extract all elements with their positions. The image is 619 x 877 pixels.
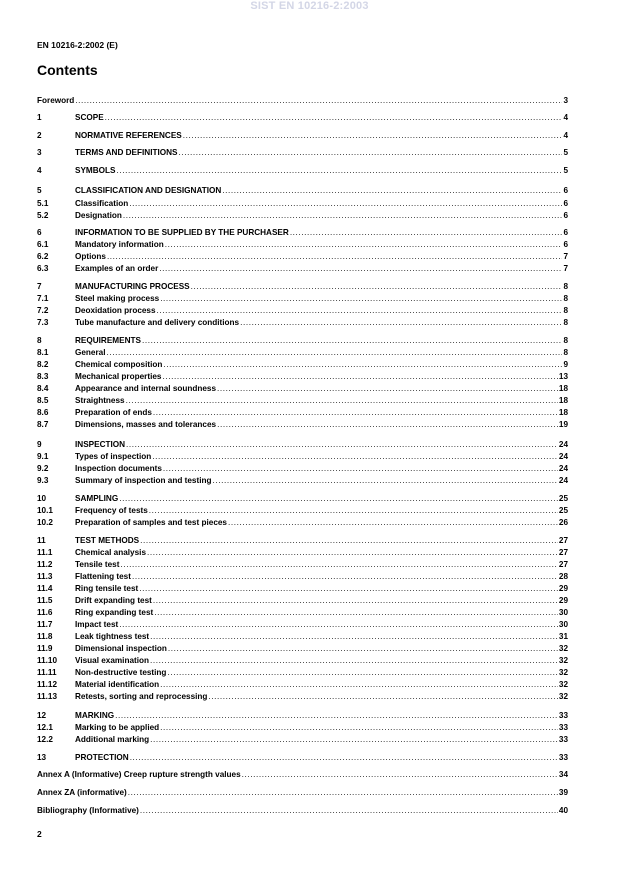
toc-entry-title: Marking to be applied [75,723,160,732]
toc-entry[interactable] [37,198,568,209]
toc-entry-number: 11 [37,536,46,545]
toc-entry[interactable] [37,475,568,486]
toc-entry-number: 9.1 [37,452,49,461]
toc-entry-title: Examples of an order [75,264,159,273]
toc-entry[interactable] [37,463,568,474]
toc-entry-number: 11.1 [37,548,53,557]
toc-entry-title: General [75,348,106,357]
toc-leader-dots [119,619,558,630]
toc-entry-title: Designation [75,211,122,220]
toc-entry-title: Annex A (Informative) Creep rupture strength values [37,770,241,779]
toc-entry-number: 8.7 [37,420,49,429]
toc-leader-dots [152,451,558,462]
toc-entry[interactable] [37,95,568,106]
toc-entry-number: 8 [37,336,42,345]
toc-entry-title: INFORMATION TO BE SUPPLIED BY THE PURCHASER [75,228,289,237]
toc-entry-number: 11.5 [37,596,53,605]
toc-entry-title: Additional marking [75,735,150,744]
toc-entry-page: 25 [558,494,568,503]
toc-entry-page: 40 [558,806,568,815]
toc-entry[interactable] [37,359,568,370]
toc-entry-number: 13 [37,753,47,762]
toc-leader-dots [107,347,563,358]
toc-entry-number: 11.3 [37,572,53,581]
toc-entry[interactable] [37,547,568,558]
watermark-text: SIST EN 10216-2:2003 [250,0,369,12]
toc-entry[interactable] [37,112,568,123]
toc-entry-page: 26 [558,518,568,527]
toc-entry-page: 31 [558,632,568,641]
toc-entry[interactable] [37,722,568,733]
toc-entry-page: 30 [558,608,568,617]
toc-entry[interactable] [37,571,568,582]
toc-entry-page: 39 [558,788,568,797]
toc-entry-number: 11.8 [37,632,53,641]
toc-leader-dots [150,734,558,745]
toc-entry-number: 11.7 [37,620,53,629]
toc-entry[interactable] [37,517,568,528]
toc-entry[interactable] [37,451,568,462]
toc-leader-dots [157,305,563,316]
toc-entry-number: 8.2 [37,360,49,369]
toc-entry-title: Ring expanding test [75,608,154,617]
toc-entry-page: 8 [563,282,568,291]
toc-entry[interactable] [37,752,568,763]
toc-entry-page: 24 [558,464,568,473]
toc-leader-dots [153,407,558,418]
toc-entry[interactable] [37,679,568,690]
toc-leader-dots [75,95,562,106]
toc-entry-page: 18 [558,396,568,405]
toc-leader-dots [150,631,558,642]
toc-entry-number: 11.11 [37,668,57,677]
toc-entry[interactable] [37,239,568,250]
toc-entry-title: MARKING [75,711,115,720]
toc-entry-title: Non-destructive testing [75,668,167,677]
toc-entry-page: 4 [563,131,568,140]
toc-entry-number: 6.3 [37,264,49,273]
toc-entry-title: Ring tensile test [75,584,139,593]
toc-entry-number: 11.10 [37,656,58,665]
toc-entry-page: 34 [558,770,568,779]
toc-entry-number: 7.1 [37,294,49,303]
toc-entry-page: 5 [563,148,568,157]
toc-entry[interactable] [37,227,568,238]
toc-entry-title: SAMPLING [75,494,119,503]
toc-entry-number: 10 [37,494,47,503]
toc-entry-title: Frequency of tests [75,506,148,515]
toc-entry-number: 6 [37,228,42,237]
toc-entry[interactable] [37,147,568,158]
toc-entry[interactable] [37,165,568,176]
toc-entry-number: 8.5 [37,396,49,405]
toc-entry-page: 8 [563,336,568,345]
toc-entry[interactable] [37,805,568,816]
toc-entry-number: 8.1 [37,348,49,357]
toc-entry-title: Classification [75,199,129,208]
toc-leader-dots [191,281,563,292]
toc-entry-title: Annex ZA (informative) [37,788,127,797]
toc-entry-number: 8.4 [37,384,49,393]
toc-entry-page: 28 [558,572,568,581]
toc-entry[interactable] [37,691,568,702]
toc-leader-dots [222,185,562,196]
toc-entry[interactable] [37,631,568,642]
toc-leader-dots [159,263,562,274]
toc-entry-title: SCOPE [75,113,104,122]
toc-leader-dots [107,251,563,262]
toc-leader-dots [115,710,558,721]
toc-entry[interactable] [37,251,568,262]
toc-entry-title: PROTECTION [75,753,129,762]
toc-entry-title: Mechanical properties [75,372,162,381]
toc-entry[interactable] [37,655,568,666]
toc-leader-dots [163,463,558,474]
toc-entry-page: 24 [558,476,568,485]
toc-entry[interactable] [37,347,568,358]
toc-leader-dots [130,752,558,763]
toc-entry-title: Appearance and internal soundness [75,384,217,393]
toc-leader-dots [140,805,558,816]
page-title: Contents [37,62,98,78]
toc-entry[interactable] [37,371,568,382]
toc-entry-page: 4 [563,113,568,122]
toc-entry-page: 3 [563,96,568,105]
table-of-contents [37,0,568,877]
toc-entry-page: 6 [563,186,568,195]
toc-entry-title: Chemical composition [75,360,163,369]
toc-entry-number: 5.2 [37,211,49,220]
toc-entry-number: 11.4 [37,584,53,593]
toc-entry-number: 11.9 [37,644,53,653]
toc-entry-page: 33 [558,735,568,744]
toc-entry-page: 8 [563,318,568,327]
toc-entry-title: Foreword [37,96,75,105]
toc-entry-page: 13 [558,372,568,381]
toc-entry[interactable] [37,317,568,328]
toc-entry[interactable] [37,535,568,546]
toc-leader-dots [105,112,563,123]
toc-leader-dots [212,475,557,486]
toc-entry-page: 8 [563,294,568,303]
toc-entry-number: 6.2 [37,252,49,261]
toc-leader-dots [147,547,558,558]
toc-entry[interactable] [37,210,568,221]
toc-entry-page: 32 [558,692,568,701]
toc-leader-dots [126,395,558,406]
toc-entry-title: Inspection documents [75,464,162,473]
toc-entry-number: 9.2 [37,464,49,473]
toc-entry-page: 33 [558,723,568,732]
toc-entry-page: 6 [563,228,568,237]
toc-leader-dots [168,643,558,654]
toc-entry-title: SYMBOLS [75,166,116,175]
toc-leader-dots [128,787,558,798]
toc-entry-number: 10.2 [37,518,53,527]
toc-entry-page: 29 [558,584,568,593]
toc-entry[interactable] [37,383,568,394]
toc-leader-dots [165,239,563,250]
toc-entry[interactable] [37,263,568,274]
toc-leader-dots [217,383,558,394]
toc-entry-page: 6 [563,211,568,220]
toc-leader-dots [162,371,557,382]
toc-entry-title: Preparation of ends [75,408,152,417]
toc-entry-number: 12 [37,711,47,720]
toc-leader-dots [217,419,558,430]
toc-entry-title: INSPECTION [75,440,126,449]
toc-entry-page: 32 [558,656,568,665]
toc-entry-title: REQUIREMENTS [75,336,141,345]
toc-entry-number: 10.1 [37,506,53,515]
toc-leader-dots [160,679,558,690]
toc-entry-number: 5.1 [37,199,49,208]
toc-entry-page: 32 [558,644,568,653]
toc-entry[interactable] [37,619,568,630]
toc-entry[interactable] [37,583,568,594]
toc-entry[interactable] [37,595,568,606]
toc-entry[interactable] [37,305,568,316]
toc-entry-page: 32 [558,668,568,677]
toc-entry-number: 11.6 [37,608,53,617]
toc-leader-dots [120,559,557,570]
toc-entry-page: 27 [558,560,568,569]
toc-entry-page: 33 [558,711,568,720]
toc-entry-page: 33 [558,753,568,762]
toc-entry-page: 7 [563,252,568,261]
toc-leader-dots [179,147,563,158]
toc-entry-page: 5 [563,166,568,175]
toc-entry[interactable] [37,505,568,516]
toc-entry[interactable] [37,407,568,418]
toc-leader-dots [117,165,563,176]
toc-entry[interactable] [37,395,568,406]
toc-entry-title: TERMS AND DEFINITIONS [75,148,178,157]
toc-entry[interactable] [37,130,568,141]
toc-entry-title: Straightness [75,396,125,405]
toc-leader-dots [139,583,558,594]
toc-leader-dots [167,667,557,678]
toc-entry-page: 7 [563,264,568,273]
toc-entry-number: 9.3 [37,476,49,485]
toc-entry-title: Impact test [75,620,119,629]
toc-entry-number: 8.3 [37,372,49,381]
toc-entry[interactable] [37,607,568,618]
toc-entry[interactable] [37,787,568,798]
toc-entry-page: 25 [558,506,568,515]
toc-leader-dots [242,769,558,780]
toc-leader-dots [208,691,557,702]
toc-entry-number: 1 [37,113,42,122]
toc-entry-title: Tensile test [75,560,120,569]
toc-entry-title: NORMATIVE REFERENCES [75,131,182,140]
toc-entry[interactable] [37,734,568,745]
toc-entry-number: 12.2 [37,735,53,744]
toc-entry-title: Bibliography (Informative) [37,806,139,815]
toc-entry-title: MANUFACTURING PROCESS [75,282,190,291]
toc-leader-dots [123,210,563,221]
toc-entry-number: 11.13 [37,692,58,701]
toc-leader-dots [119,493,558,504]
toc-entry-number: 7.2 [37,306,49,315]
toc-entry-title: Options [75,252,106,261]
toc-entry[interactable] [37,643,568,654]
toc-entry-title: Dimensional inspection [75,644,167,653]
toc-leader-dots [240,317,562,328]
toc-entry-title: Summary of inspection and testing [75,476,212,485]
toc-entry-page: 8 [563,306,568,315]
toc-entry-page: 19 [558,420,568,429]
toc-leader-dots [149,505,558,516]
toc-entry[interactable] [37,559,568,570]
toc-entry-number: 7 [37,282,42,291]
page-number: 2 [37,829,42,839]
toc-entry-number: 11.2 [37,560,53,569]
toc-entry-page: 30 [558,620,568,629]
toc-leader-dots [183,130,563,141]
toc-entry-page: 27 [558,548,568,557]
toc-leader-dots [140,535,558,546]
toc-entry[interactable] [37,710,568,721]
toc-entry-number: 8.6 [37,408,49,417]
toc-entry[interactable] [37,335,568,346]
toc-leader-dots [163,359,562,370]
toc-leader-dots [153,595,558,606]
document-code: EN 10216-2:2002 (E) [37,40,118,50]
toc-entry-page: 32 [558,680,568,689]
toc-entry[interactable] [37,667,568,678]
toc-entry-number: 2 [37,131,42,140]
toc-entry-title: Leak tightness test [75,632,150,641]
toc-entry[interactable] [37,293,568,304]
toc-entry-title: Steel making process [75,294,160,303]
toc-leader-dots [228,517,558,528]
toc-leader-dots [290,227,563,238]
toc-entry[interactable] [37,439,568,450]
toc-leader-dots [129,198,562,209]
toc-entry-page: 27 [558,536,568,545]
toc-entry[interactable] [37,281,568,292]
toc-leader-dots [142,335,562,346]
toc-leader-dots [150,655,558,666]
toc-entry-number: 5 [37,186,42,195]
toc-entry-title: Dimensions, masses and tolerances [75,420,217,429]
toc-entry-title: Retests, sorting and reprocessing [75,692,208,701]
toc-entry-title: Deoxidation process [75,306,156,315]
toc-leader-dots [126,439,558,450]
toc-entry-title: Mandatory information [75,240,164,249]
toc-entry-title: TEST METHODS [75,536,140,545]
toc-entry-title: Preparation of samples and test pieces [75,518,227,527]
toc-entry-number: 12.1 [37,723,53,732]
toc-entry-page: 18 [558,384,568,393]
toc-entry-title: Types of inspection [75,452,152,461]
toc-entry[interactable] [37,185,568,196]
toc-entry-page: 29 [558,596,568,605]
toc-entry-page: 6 [563,240,568,249]
toc-entry-page: 24 [558,440,568,449]
toc-entry-page: 6 [563,199,568,208]
toc-entry-page: 9 [563,360,568,369]
toc-entry-title: Flattening test [75,572,131,581]
toc-entry[interactable] [37,769,568,780]
toc-entry-title: CLASSIFICATION AND DESIGNATION [75,186,222,195]
toc-entry-title: Chemical analysis [75,548,146,557]
toc-leader-dots [132,571,558,582]
toc-entry-number: 11.12 [37,680,58,689]
toc-entry-title: Visual examination [75,656,150,665]
toc-entry-page: 18 [558,408,568,417]
toc-entry-number: 7.3 [37,318,49,327]
toc-entry[interactable] [37,419,568,430]
toc-entry-page: 8 [563,348,568,357]
toc-leader-dots [154,607,558,618]
toc-entry-number: 4 [37,166,42,175]
toc-entry-title: Tube manufacture and delivery conditions [75,318,240,327]
toc-leader-dots [160,722,558,733]
toc-leader-dots [160,293,562,304]
toc-entry-number: 9 [37,440,42,449]
toc-entry-title: Drift expanding test [75,596,152,605]
toc-entry-number: 3 [37,148,42,157]
toc-entry-number: 6.1 [37,240,49,249]
toc-entry-title: Material identification [75,680,160,689]
toc-entry-page: 24 [558,452,568,461]
toc-entry[interactable] [37,493,568,504]
